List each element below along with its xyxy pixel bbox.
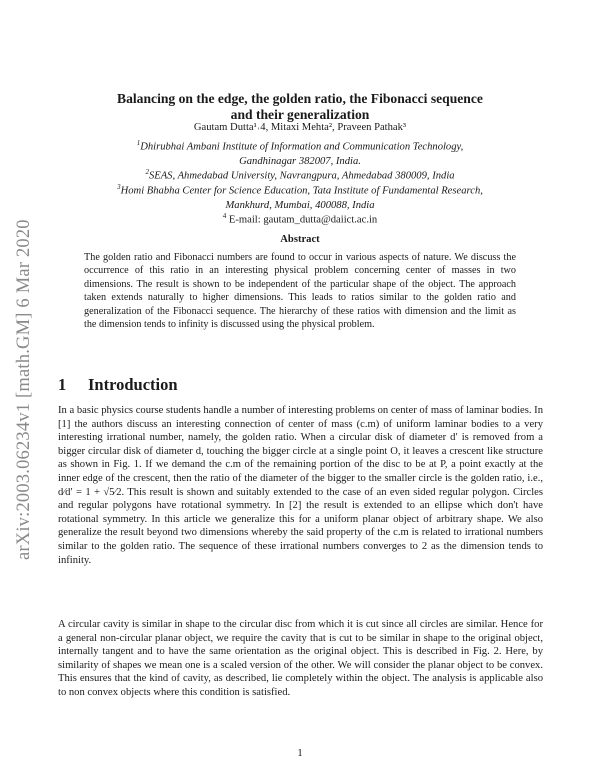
section-heading <box>58 375 178 395</box>
affiliation-3-line2: Mankhurd, Mumbai, 400088, India <box>225 200 375 212</box>
intro-paragraph-1: In a basic physics course students handle a number of interesting problems on center of mass of laminar bodies. In [1] the authors discuss an interesting connection of center of mass (c.m) of uniform laminar bodies to a very interesting irrational number, namely, the golden ratio. When a circular disk of diameter d′ is removed from a bigger circular disk of diameter d, touching the bigger circle at a single point O, it leaves a crescent like structure as shown in Fig. 1. If we demand the c.m of the remaining portion of the disc to be at P, a point exactly at the inner edge of the crescent, then the ratio of the diameter of the bigger to the smaller circle is the golden ratio, i.e., d⁄d′ = 1 + √5⁄2. This result is shown and suitably extended to the case of an even sided regular polygon. Circles and regular polygons have rotational symmetry. In [2] the result is extended to an ellipse which don't have rotational symmetry. In this article we generalize this for a uniform planar object of arbitrary shape. We also generalize the result beyond two dimensions whereby the said property of the c.m is related to irrational numbers similar to the golden ratio. The sequence of these irrational numbers converges to 2 as the dimension tends to infinity. <box>58 405 543 566</box>
title-line-2: and their generalization <box>230 107 370 122</box>
section-number: 1 <box>58 375 67 394</box>
affiliation-1-mark: 1 <box>136 139 141 147</box>
title-line-1: Balancing on the edge, the golden ratio, the Fibonacci sequence <box>117 91 483 106</box>
author-list: Gautam Dutta¹˒4, Mitaxi Mehta², Praveen Pathak³ <box>193 122 407 133</box>
author-email <box>60 209 540 228</box>
affiliation-1-line2: Gandhinagar 382007, India. <box>239 156 361 168</box>
intro-paragraph-2: A circular cavity is similar in shape to the circular disc from which it is cut since all circles are similar. Hence for a general non-circular planar object, we require the cavity that is cut to be similar in shape to the original object, internally tangent and to have the same orientation as the original object. This is described in Fig. 2. Here, by similarity of shapes we mean one is a scaled version of the other. We will consider the planar object to be convex. This ensures that the kind of cavity, as described, lie completely within the object. The analysis is applicable also to non convex objects where this condition is satisfied. <box>58 619 543 698</box>
affiliation-2-mark: 2 <box>145 168 149 176</box>
paper-title <box>60 91 540 123</box>
email-mark: 4 <box>222 212 227 220</box>
section-title: Introduction <box>88 375 178 394</box>
affiliation-2-line1: SEAS, Ahmedabad University, Navrangpura, Ahmedabad 380009, India <box>148 170 455 182</box>
abstract-heading: Abstract <box>280 234 320 245</box>
abstract-text: The golden ratio and Fibonacci numbers are found to occur in various aspects of nature. We discuss the occurrence of this ratio in an interesting physical problem concerning center of masses in two dimensions. The result is shown to be independent of the particular shape of the object. The approach taken extends naturally to higher dimensions. This leads to ratios similar to the golden ratio and generalization of the Fibonacci sequence. The hierarchy of these ratios with dimension and the limit as the dimension tends to infinity is discussed using the physical problem. <box>84 252 516 331</box>
page-number: 1 <box>297 747 303 759</box>
affiliation-3-mark: 3 <box>117 183 121 191</box>
affiliation-3-line1: Homi Bhabha Center for Science Education, Tata Institute of Fundamental Research, <box>120 185 483 197</box>
arxiv-identifier: arXiv:2003.06234v1 [math.GM] 6 Mar 2020 <box>14 219 34 560</box>
email-text: E-mail: gautam_dutta@daiict.ac.in <box>228 214 378 226</box>
affiliation-1-line1: Dhirubhai Ambani Institute of Information and Communication Technology, <box>140 141 464 153</box>
